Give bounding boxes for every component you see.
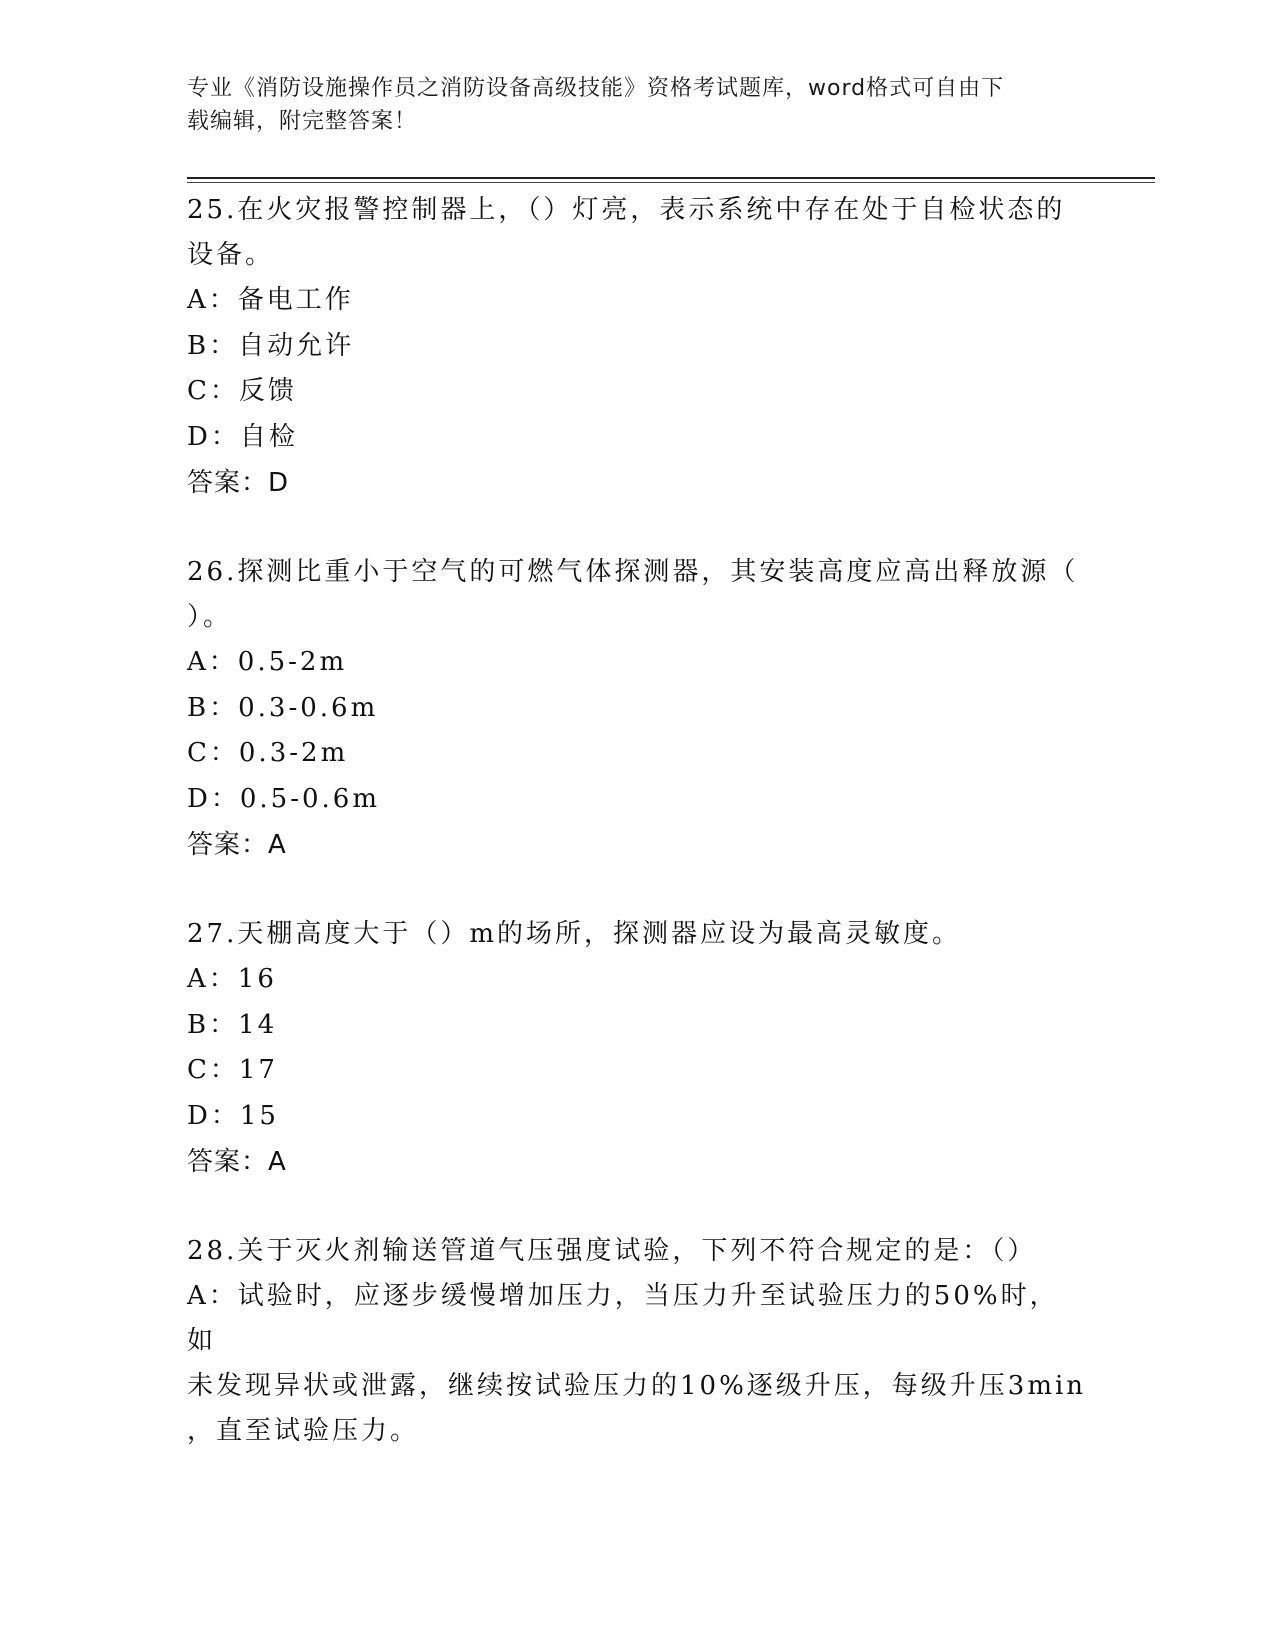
question-28 <box>187 1229 1087 1454</box>
question-stem-continued: 设备。 <box>187 240 275 270</box>
answer: 答案：A <box>187 830 287 860</box>
answer: 答案：A <box>187 1147 287 1177</box>
header-divider-thin <box>187 182 1155 183</box>
option-a: A：0.5-2m <box>187 647 348 677</box>
answer: 答案：D <box>187 468 290 498</box>
option-a-line-2: 未发现异状或泄露，继续按试验压力的10%逐级升压，每级升压3min <box>187 1371 1087 1401</box>
option-c: C：反馈 <box>187 376 297 406</box>
option-a-line-1: A：试验时，应逐步缓慢增加压力，当压力升至试验压力的50%时，如 <box>187 1281 1059 1356</box>
question-25 <box>187 188 1087 506</box>
spacer <box>187 1185 1087 1229</box>
question-27 <box>187 912 1087 1185</box>
header-line-2: 载编辑，附完整答案！ <box>187 109 418 134</box>
spacer <box>187 506 1087 550</box>
option-a-line-3: ，直至试验压力。 <box>187 1416 420 1446</box>
question-stem: 25.在火灾报警控制器上，（）灯亮，表示系统中存在处于自检状态的 <box>187 195 1066 225</box>
question-stem: 27.天棚高度大于（）m的场所，探测器应设为最高灵敏度。 <box>187 919 962 949</box>
question-26 <box>187 550 1087 868</box>
question-stem: 28.关于灭火剂输送管道气压强度试验，下列不符合规定的是：（） <box>187 1236 1037 1266</box>
option-b: B：0.3-0.6m <box>187 692 379 723</box>
option-a: A：备电工作 <box>187 285 354 315</box>
option-d: D：15 <box>187 1100 279 1131</box>
question-list <box>187 188 1087 1454</box>
document-header <box>187 72 1087 138</box>
header-line-1: 专业《消防设施操作员之消防设备高级技能》资格考试题库，word格式可自由下 <box>187 76 1005 101</box>
question-stem: 26.探测比重小于空气的可燃气体探测器，其安装高度应高出释放源（ <box>187 557 1079 587</box>
option-d: D：自检 <box>187 421 298 452</box>
spacer <box>187 868 1087 912</box>
option-c: C：17 <box>187 1055 278 1085</box>
option-d: D：0.5-0.6m <box>187 783 380 814</box>
question-stem-continued: ）。 <box>187 602 233 632</box>
option-b: B：自动允许 <box>187 330 355 361</box>
option-a: A：16 <box>187 964 277 994</box>
option-c: C：0.3-2m <box>187 738 349 768</box>
option-b: B：14 <box>187 1009 278 1040</box>
header-divider-thick <box>187 177 1155 179</box>
